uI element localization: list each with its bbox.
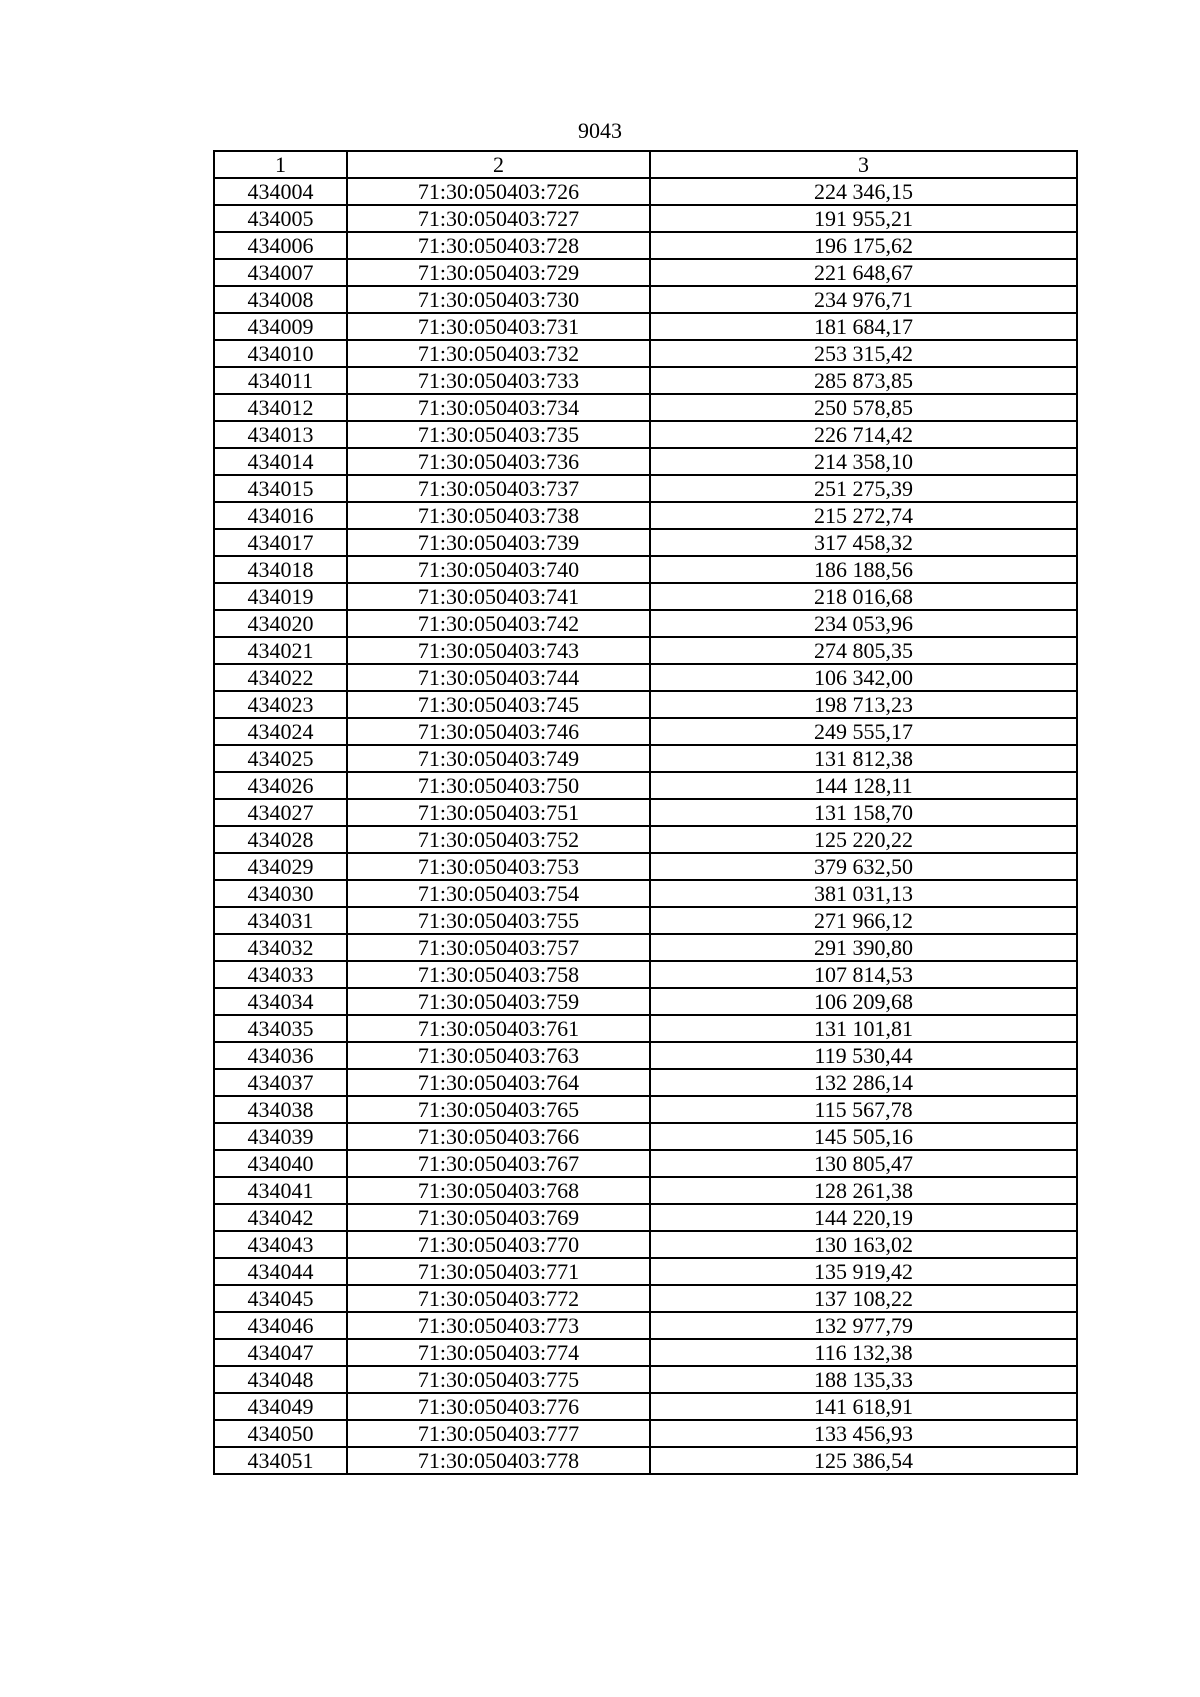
cell-row-number: 434039	[214, 1123, 347, 1150]
cell-row-number: 434036	[214, 1042, 347, 1069]
cell-cadastral-number: 71:30:050403:741	[347, 583, 650, 610]
cell-row-number: 434026	[214, 772, 347, 799]
table-row	[214, 583, 1077, 610]
cell-value: 251 275,39	[650, 475, 1077, 502]
table-row	[214, 367, 1077, 394]
cell-cadastral-number: 71:30:050403:772	[347, 1285, 650, 1312]
table-row	[214, 880, 1077, 907]
cell-row-number: 434030	[214, 880, 347, 907]
cell-value: 249 555,17	[650, 718, 1077, 745]
table-row	[214, 610, 1077, 637]
cell-row-number: 434045	[214, 1285, 347, 1312]
table-row	[214, 340, 1077, 367]
cell-row-number: 434043	[214, 1231, 347, 1258]
cell-value: 234 976,71	[650, 286, 1077, 313]
cell-cadastral-number: 71:30:050403:768	[347, 1177, 650, 1204]
cell-cadastral-number: 71:30:050403:742	[347, 610, 650, 637]
cell-value: 181 684,17	[650, 313, 1077, 340]
cell-cadastral-number: 71:30:050403:761	[347, 1015, 650, 1042]
column-header-2: 2	[347, 151, 650, 178]
cell-cadastral-number: 71:30:050403:738	[347, 502, 650, 529]
cell-row-number: 434048	[214, 1366, 347, 1393]
table-row	[214, 1285, 1077, 1312]
cell-value: 274 805,35	[650, 637, 1077, 664]
cell-value: 253 315,42	[650, 340, 1077, 367]
table-row	[214, 556, 1077, 583]
cell-value: 379 632,50	[650, 853, 1077, 880]
cell-row-number: 434032	[214, 934, 347, 961]
cell-value: 125 220,22	[650, 826, 1077, 853]
table-row	[214, 799, 1077, 826]
cell-row-number: 434033	[214, 961, 347, 988]
cell-cadastral-number: 71:30:050403:734	[347, 394, 650, 421]
cell-cadastral-number: 71:30:050403:757	[347, 934, 650, 961]
table-row	[214, 259, 1077, 286]
cell-value: 125 386,54	[650, 1447, 1077, 1474]
cell-cadastral-number: 71:30:050403:777	[347, 1420, 650, 1447]
cell-row-number: 434020	[214, 610, 347, 637]
cell-cadastral-number: 71:30:050403:775	[347, 1366, 650, 1393]
cell-value: 234 053,96	[650, 610, 1077, 637]
cell-value: 106 209,68	[650, 988, 1077, 1015]
cell-cadastral-number: 71:30:050403:771	[347, 1258, 650, 1285]
cell-cadastral-number: 71:30:050403:728	[347, 232, 650, 259]
cell-cadastral-number: 71:30:050403:763	[347, 1042, 650, 1069]
cell-value: 130 805,47	[650, 1150, 1077, 1177]
cell-value: 144 128,11	[650, 772, 1077, 799]
cell-cadastral-number: 71:30:050403:737	[347, 475, 650, 502]
table-header-row	[214, 151, 1077, 178]
cell-cadastral-number: 71:30:050403:758	[347, 961, 650, 988]
cell-cadastral-number: 71:30:050403:736	[347, 448, 650, 475]
cell-row-number: 434041	[214, 1177, 347, 1204]
cell-cadastral-number: 71:30:050403:727	[347, 205, 650, 232]
cell-cadastral-number: 71:30:050403:751	[347, 799, 650, 826]
cell-value: 381 031,13	[650, 880, 1077, 907]
table-row	[214, 1096, 1077, 1123]
table-row	[214, 1339, 1077, 1366]
table-row	[214, 907, 1077, 934]
cell-cadastral-number: 71:30:050403:778	[347, 1447, 650, 1474]
cell-row-number: 434011	[214, 367, 347, 394]
table-row	[214, 529, 1077, 556]
cell-cadastral-number: 71:30:050403:729	[347, 259, 650, 286]
table-row	[214, 475, 1077, 502]
cell-row-number: 434012	[214, 394, 347, 421]
table-row	[214, 1150, 1077, 1177]
cell-cadastral-number: 71:30:050403:759	[347, 988, 650, 1015]
cell-cadastral-number: 71:30:050403:743	[347, 637, 650, 664]
table-row	[214, 826, 1077, 853]
cell-cadastral-number: 71:30:050403:764	[347, 1069, 650, 1096]
cell-cadastral-number: 71:30:050403:740	[347, 556, 650, 583]
table-row	[214, 637, 1077, 664]
cell-row-number: 434025	[214, 745, 347, 772]
cell-row-number: 434018	[214, 556, 347, 583]
cell-value: 116 132,38	[650, 1339, 1077, 1366]
table-body	[214, 178, 1077, 1474]
column-header-3: 3	[650, 151, 1077, 178]
cell-row-number: 434042	[214, 1204, 347, 1231]
cell-value: 218 016,68	[650, 583, 1077, 610]
table-row	[214, 664, 1077, 691]
cell-row-number: 434013	[214, 421, 347, 448]
cell-value: 145 505,16	[650, 1123, 1077, 1150]
table-row	[214, 745, 1077, 772]
cell-row-number: 434051	[214, 1447, 347, 1474]
table-row	[214, 772, 1077, 799]
cell-row-number: 434040	[214, 1150, 347, 1177]
table-row	[214, 1069, 1077, 1096]
cell-value: 224 346,15	[650, 178, 1077, 205]
table-row	[214, 1447, 1077, 1474]
cell-row-number: 434021	[214, 637, 347, 664]
cell-row-number: 434007	[214, 259, 347, 286]
table-row	[214, 961, 1077, 988]
cell-cadastral-number: 71:30:050403:730	[347, 286, 650, 313]
cell-cadastral-number: 71:30:050403:726	[347, 178, 650, 205]
cell-value: 132 286,14	[650, 1069, 1077, 1096]
table-row	[214, 178, 1077, 205]
cell-value: 131 158,70	[650, 799, 1077, 826]
cell-row-number: 434047	[214, 1339, 347, 1366]
cell-cadastral-number: 71:30:050403:776	[347, 1393, 650, 1420]
cell-cadastral-number: 71:30:050403:745	[347, 691, 650, 718]
cell-cadastral-number: 71:30:050403:735	[347, 421, 650, 448]
table-row	[214, 988, 1077, 1015]
cell-cadastral-number: 71:30:050403:739	[347, 529, 650, 556]
table-row	[214, 1204, 1077, 1231]
table-row	[214, 718, 1077, 745]
cell-row-number: 434029	[214, 853, 347, 880]
cell-row-number: 434035	[214, 1015, 347, 1042]
cell-value: 128 261,38	[650, 1177, 1077, 1204]
cell-row-number: 434024	[214, 718, 347, 745]
cell-row-number: 434031	[214, 907, 347, 934]
table-row	[214, 1312, 1077, 1339]
cell-row-number: 434022	[214, 664, 347, 691]
cell-value: 186 188,56	[650, 556, 1077, 583]
cell-cadastral-number: 71:30:050403:774	[347, 1339, 650, 1366]
cell-value: 317 458,32	[650, 529, 1077, 556]
table-row	[214, 1231, 1077, 1258]
cell-value: 291 390,80	[650, 934, 1077, 961]
table-row	[214, 1042, 1077, 1069]
cell-cadastral-number: 71:30:050403:773	[347, 1312, 650, 1339]
cell-value: 133 456,93	[650, 1420, 1077, 1447]
table-row	[214, 1420, 1077, 1447]
cell-value: 221 648,67	[650, 259, 1077, 286]
cell-row-number: 434014	[214, 448, 347, 475]
cell-row-number: 434016	[214, 502, 347, 529]
cell-row-number: 434019	[214, 583, 347, 610]
cell-row-number: 434050	[214, 1420, 347, 1447]
cell-cadastral-number: 71:30:050403:732	[347, 340, 650, 367]
cell-cadastral-number: 71:30:050403:765	[347, 1096, 650, 1123]
cell-cadastral-number: 71:30:050403:753	[347, 853, 650, 880]
cell-cadastral-number: 71:30:050403:744	[347, 664, 650, 691]
table-row	[214, 1366, 1077, 1393]
cell-row-number: 434015	[214, 475, 347, 502]
column-header-1: 1	[214, 151, 347, 178]
cell-value: 285 873,85	[650, 367, 1077, 394]
table-row	[214, 313, 1077, 340]
cell-cadastral-number: 71:30:050403:731	[347, 313, 650, 340]
cell-value: 191 955,21	[650, 205, 1077, 232]
cell-value: 131 101,81	[650, 1015, 1077, 1042]
cell-value: 250 578,85	[650, 394, 1077, 421]
cell-cadastral-number: 71:30:050403:770	[347, 1231, 650, 1258]
table-row	[214, 1123, 1077, 1150]
table-row	[214, 448, 1077, 475]
table-row	[214, 1393, 1077, 1420]
cell-cadastral-number: 71:30:050403:733	[347, 367, 650, 394]
cell-row-number: 434017	[214, 529, 347, 556]
cell-value: 115 567,78	[650, 1096, 1077, 1123]
data-table	[213, 150, 1078, 1475]
table-row	[214, 394, 1077, 421]
cell-row-number: 434037	[214, 1069, 347, 1096]
cell-value: 131 812,38	[650, 745, 1077, 772]
cell-value: 188 135,33	[650, 1366, 1077, 1393]
cell-value: 119 530,44	[650, 1042, 1077, 1069]
cell-value: 107 814,53	[650, 961, 1077, 988]
cell-row-number: 434005	[214, 205, 347, 232]
cell-row-number: 434009	[214, 313, 347, 340]
cell-cadastral-number: 71:30:050403:750	[347, 772, 650, 799]
table-row	[214, 502, 1077, 529]
table-row	[214, 691, 1077, 718]
cell-row-number: 434034	[214, 988, 347, 1015]
cell-row-number: 434004	[214, 178, 347, 205]
cell-row-number: 434006	[214, 232, 347, 259]
cell-row-number: 434038	[214, 1096, 347, 1123]
table-row	[214, 421, 1077, 448]
cell-value: 214 358,10	[650, 448, 1077, 475]
cell-value: 196 175,62	[650, 232, 1077, 259]
cell-cadastral-number: 71:30:050403:769	[347, 1204, 650, 1231]
cell-row-number: 434044	[214, 1258, 347, 1285]
table-row	[214, 853, 1077, 880]
cell-value: 198 713,23	[650, 691, 1077, 718]
cell-row-number: 434023	[214, 691, 347, 718]
cell-cadastral-number: 71:30:050403:752	[347, 826, 650, 853]
cell-row-number: 434046	[214, 1312, 347, 1339]
page-number: 9043	[578, 118, 622, 143]
cell-row-number: 434010	[214, 340, 347, 367]
cell-value: 271 966,12	[650, 907, 1077, 934]
table-row	[214, 205, 1077, 232]
cell-value: 132 977,79	[650, 1312, 1077, 1339]
cell-cadastral-number: 71:30:050403:766	[347, 1123, 650, 1150]
cell-cadastral-number: 71:30:050403:746	[347, 718, 650, 745]
cell-value: 106 342,00	[650, 664, 1077, 691]
cell-cadastral-number: 71:30:050403:755	[347, 907, 650, 934]
cell-value: 141 618,91	[650, 1393, 1077, 1420]
table-row	[214, 232, 1077, 259]
table-row	[214, 1015, 1077, 1042]
table-row	[214, 286, 1077, 313]
table-row	[214, 1177, 1077, 1204]
cell-cadastral-number: 71:30:050403:767	[347, 1150, 650, 1177]
table-row	[214, 934, 1077, 961]
cell-row-number: 434008	[214, 286, 347, 313]
cell-row-number: 434028	[214, 826, 347, 853]
cell-value: 226 714,42	[650, 421, 1077, 448]
cell-cadastral-number: 71:30:050403:754	[347, 880, 650, 907]
cell-row-number: 434027	[214, 799, 347, 826]
cell-value: 137 108,22	[650, 1285, 1077, 1312]
cell-cadastral-number: 71:30:050403:749	[347, 745, 650, 772]
cell-value: 130 163,02	[650, 1231, 1077, 1258]
table-row	[214, 1258, 1077, 1285]
cell-row-number: 434049	[214, 1393, 347, 1420]
cell-value: 135 919,42	[650, 1258, 1077, 1285]
cell-value: 144 220,19	[650, 1204, 1077, 1231]
cell-value: 215 272,74	[650, 502, 1077, 529]
